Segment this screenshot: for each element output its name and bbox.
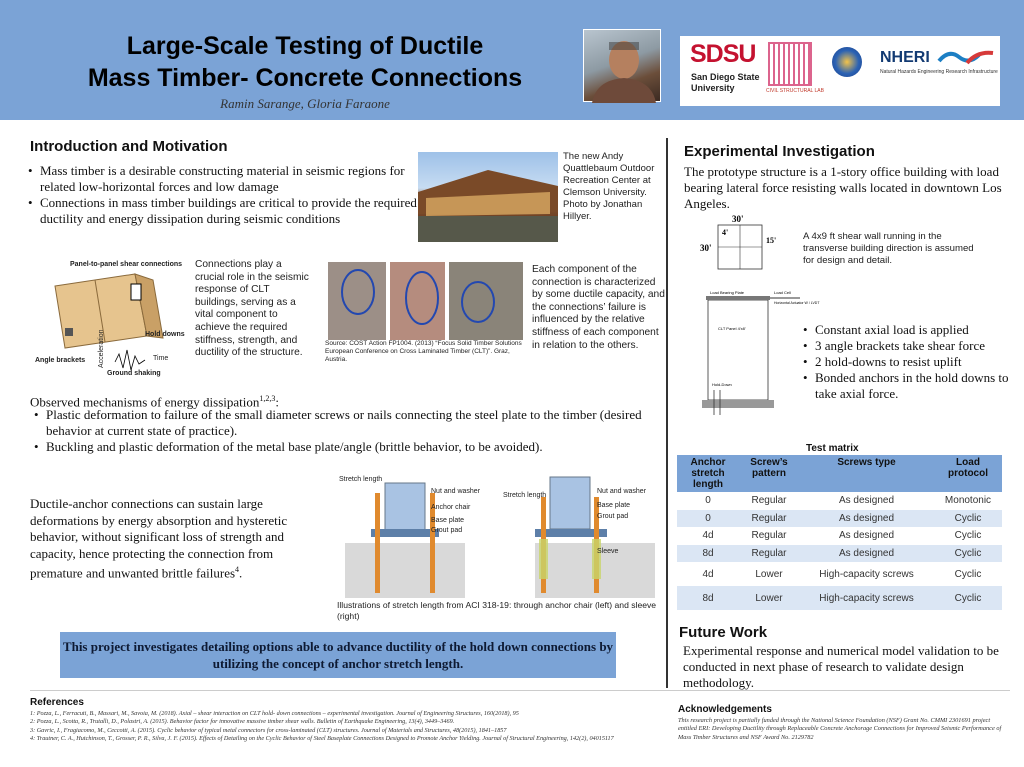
building-photo xyxy=(418,152,558,242)
component-text: Each component of the connection is characterized by some ductile capacity, and the connections’ failure is influenced by the relative stiffness of each component in relation to the others. xyxy=(532,264,665,351)
table-cell: 4d xyxy=(677,527,739,545)
list-item: • Mass timber is a desirable constructing material in seismic regions for related low-horizontal forces and low damage xyxy=(28,163,418,195)
table-row xyxy=(677,492,1002,510)
panel-label-holddowns: Hold downs xyxy=(145,331,185,338)
table-cell: Lower xyxy=(739,562,799,586)
col-header: Load protocol xyxy=(934,455,1002,492)
references-heading: References xyxy=(30,697,84,708)
list-item: • 2 hold-downs to resist uplift xyxy=(803,354,1013,370)
connections-text: Connections play a crucial role in the seismic response of CLT buildings, serving as a vital component to achieve the required stiffness, strength, and ductility of the structure. xyxy=(195,259,309,359)
load-plate-label: Load Bearing Plate xyxy=(710,290,745,295)
building-caption: The new Andy Quattlebaum Outdoor Recreation Center at Clemson University. Photo by Jonathan Hillyer. xyxy=(563,151,655,222)
col-header: Anchor stretch length xyxy=(677,455,739,492)
wall-width-label: 4' xyxy=(722,228,729,237)
panel-label-shear-line: Panel-to-panel shear connections xyxy=(70,261,183,268)
list-item: • 3 angle brackets take shear force xyxy=(803,338,1013,354)
person-icon xyxy=(584,30,662,103)
references-list xyxy=(30,710,650,743)
list-item: 3: Gavric, I., Fragiacomo, M., Ceccotti, A. (2015). Cyclic behavior of typical metal connectors for cross-laminated (CLT) structures. Journal of Materials and Structures, 48(2015), 1841–1857 xyxy=(30,726,507,734)
project-statement: This project investigates detailing options able to advance ductility of the hold down connections by utilizing the concept of anchor stretch length. xyxy=(60,632,616,678)
table-cell: As designed xyxy=(799,492,934,510)
intro-heading: Introduction and Motivation xyxy=(30,138,228,155)
panel-label-accel: Acceleration xyxy=(98,329,105,368)
panel-label-time: Time xyxy=(153,355,169,362)
sdsu-name xyxy=(691,72,771,94)
table-row xyxy=(677,527,1002,545)
table-cell: As designed xyxy=(799,545,934,563)
experimental-bullets xyxy=(803,322,1013,402)
table-cell: High-capacity screws xyxy=(799,562,934,586)
stretch-caption: Illustrations of stretch length from ACI 318-19: through anchor chair (left) and sleeve (right) xyxy=(337,600,657,621)
col-header: Screws type xyxy=(799,455,934,492)
load-cell-label: Load Cell xyxy=(774,290,791,295)
author-photo xyxy=(583,29,661,102)
table-cell: Regular xyxy=(739,527,799,545)
table-row xyxy=(677,562,1002,586)
experimental-heading: Experimental Investigation xyxy=(684,143,875,160)
title-line-1: Large-Scale Testing of Ductile xyxy=(126,32,484,60)
table-cell: Cyclic xyxy=(934,527,1002,545)
authors: Ramin Sarange, Gloria Faraone xyxy=(220,96,390,111)
list-item: 1: Pozza, L., Ferracuti, B., Massari, M., Savoia, M. (2018). Axial – shear interaction on CLT hold- down connections – experimental investigation. Journal of Engineering Structures, 160(2018), 95 xyxy=(30,710,519,717)
panel-label-ground: Ground shaking xyxy=(107,370,161,377)
sleeve-label: Sleeve xyxy=(597,548,619,555)
ductile-text xyxy=(30,496,320,582)
observed-list xyxy=(34,407,664,455)
chair-label-left: Anchor chair xyxy=(431,504,471,511)
list-item: • Bonded anchors in the hold downs to take axial force. xyxy=(803,370,1013,402)
list-item: • Plastic deformation to failure of the small diameter screws or nails connecting the steel plate to the timber (desired behavior at current state of practice). xyxy=(34,407,664,439)
actuator-label: Horizontal Actuator W / LVDT xyxy=(774,301,820,305)
table-row xyxy=(677,510,1002,528)
clt-panel-label: CLT Panel 4'x8' xyxy=(718,326,746,331)
list-item: • Constant axial load is applied xyxy=(803,322,1013,338)
stretch-length-figure xyxy=(335,473,655,598)
table-cell: High-capacity screws xyxy=(799,586,934,610)
building-icon xyxy=(418,152,558,242)
table-cell: Cyclic xyxy=(934,510,1002,528)
ductile-body: Ductile-anchor connections can sustain large deformations by energy absorption and hysteretic behavior, without significant loss of strength and capacity, hence protecting the connection from premature and unwanted brittle failures xyxy=(30,496,288,581)
table-cell: Cyclic xyxy=(934,562,1002,586)
panel-label-angles: Angle brackets xyxy=(35,357,86,364)
list-item: • Buckling and plastic deformation of the metal base plate/angle (brittle behavior, to be avoided). xyxy=(34,439,664,455)
test-setup-figure xyxy=(700,290,820,415)
nut-label-right: Nut and washer xyxy=(597,488,647,495)
holddown-label: Hold-Down xyxy=(712,382,732,387)
column-divider xyxy=(666,138,668,688)
table-header-row xyxy=(677,455,1002,492)
test-matrix-title: Test matrix xyxy=(806,443,859,454)
table-cell: 8d xyxy=(677,545,739,563)
list-item: • Connections in mass timber buildings are critical to provide the required ductility and energy dissipation during seismic conditions xyxy=(28,195,418,227)
table-row xyxy=(677,586,1002,610)
title-line-2: Mass Timber- Concrete Connections xyxy=(87,64,523,92)
table-cell: 8d xyxy=(677,586,739,610)
wall-text: A 4x9 ft shear wall running in the transverse building direction is assumed for design and detail. xyxy=(803,231,974,266)
future-heading: Future Work xyxy=(679,624,768,641)
stretch-label-right: Stretch length xyxy=(503,492,547,499)
grout-label-left: Grout pad xyxy=(431,527,463,534)
sdsu-name-line-2: University xyxy=(691,83,735,93)
qr-caption: CIVIL STRUCTURAL LAB xyxy=(766,88,824,94)
table-cell: 0 xyxy=(677,510,739,528)
table-cell: Regular xyxy=(739,492,799,510)
table-cell: Monotonic xyxy=(934,492,1002,510)
sdsu-name-line-1: San Diego State xyxy=(691,72,760,82)
component-source: Source: COST Action FP1004. (2013) “Focus Solid Timber Solutions European Conference on Cross Laminated Timber (CLT)”. Graz, Austria. xyxy=(325,340,522,363)
qr-code-icon xyxy=(768,42,812,86)
test-matrix-table xyxy=(677,455,1002,610)
table-cell: Regular xyxy=(739,510,799,528)
observed-colon: : xyxy=(275,394,280,410)
nsf-logo-icon xyxy=(832,47,862,77)
table-cell: Cyclic xyxy=(934,586,1002,610)
table-cell: 4d xyxy=(677,562,739,586)
nheri-tagline: Natural Hazards Engineering Research Infrastructure xyxy=(880,69,998,75)
stretch-label-left: Stretch length xyxy=(339,476,383,483)
observed-heading-text: Observed mechanisms of energy dissipation xyxy=(30,394,260,410)
ductile-end: . xyxy=(239,565,243,581)
acknowledgements-heading: Acknowledgements xyxy=(678,704,772,715)
ductile-ref: 4 xyxy=(235,565,240,574)
grid-height-label: 30' xyxy=(700,243,712,253)
table-cell: Regular xyxy=(739,545,799,563)
table-cell: As designed xyxy=(799,510,934,528)
acknowledgements-text: This research project is partially funded through the National Science Foundation (NSF) Grant No. CMMI 2301691 project entitled ERI: Developing Ductility through Replaceable Concrete Anchorage Connections for Improved Seismic Performance of Mass Timber Structures and NSF Award No. 2129782 xyxy=(678,717,1002,741)
component-photos xyxy=(328,262,523,340)
table-row xyxy=(677,545,1002,563)
table-cell: As designed xyxy=(799,527,934,545)
grid-width-label: 30' xyxy=(732,214,744,224)
nut-label-left: Nut and washer xyxy=(431,488,481,495)
wall-height-label: 15' xyxy=(766,236,777,245)
plate-label-left: Base plate xyxy=(431,517,465,524)
nheri-mark-icon xyxy=(937,47,995,67)
table-cell: Lower xyxy=(739,586,799,610)
poster-title xyxy=(0,30,610,94)
sdsu-logo: SDSU xyxy=(690,40,756,68)
intro-bullets xyxy=(28,163,418,227)
list-item: 4: Trautner, C. A., Hutchinson, T., Grosser, P. R., Silva, J. F. (2015). Effects of Detailing on the Cyclic Behavior of Steel Baseplate Connections Designed to Promote Anchor Yielding. Journal of Structural Engineering, 142(2), 04015117 xyxy=(30,734,614,742)
observed-refs: 1,2,3 xyxy=(259,394,276,403)
list-item: 2: Pozza, L., Scotta, R., Trutalli, D., Polastri, A. (2015). Behavior factor for innovative massive timber shear walls. Bulletin of Earthquake Engineering, 13(4), 3449–3469. xyxy=(30,718,455,726)
table-cell: 0 xyxy=(677,492,739,510)
floor-grid-figure xyxy=(698,215,788,275)
footer-divider xyxy=(30,690,1010,691)
table-cell: Cyclic xyxy=(934,545,1002,563)
col-header: Screw’s pattern xyxy=(739,455,799,492)
experimental-text: The prototype structure is a 1-story office building with load bearing lateral force resisting walls located in downtown Los Angeles. xyxy=(684,164,1002,211)
grout-label-right: Grout pad xyxy=(597,513,629,520)
plate-label-right: Base plate xyxy=(597,502,631,509)
future-text: Experimental response and numerical model validation to be conducted in next phase of research to validate design methodology. xyxy=(683,643,999,690)
clt-panel-illustration xyxy=(35,258,190,378)
nheri-logo: NHERI xyxy=(880,49,930,66)
